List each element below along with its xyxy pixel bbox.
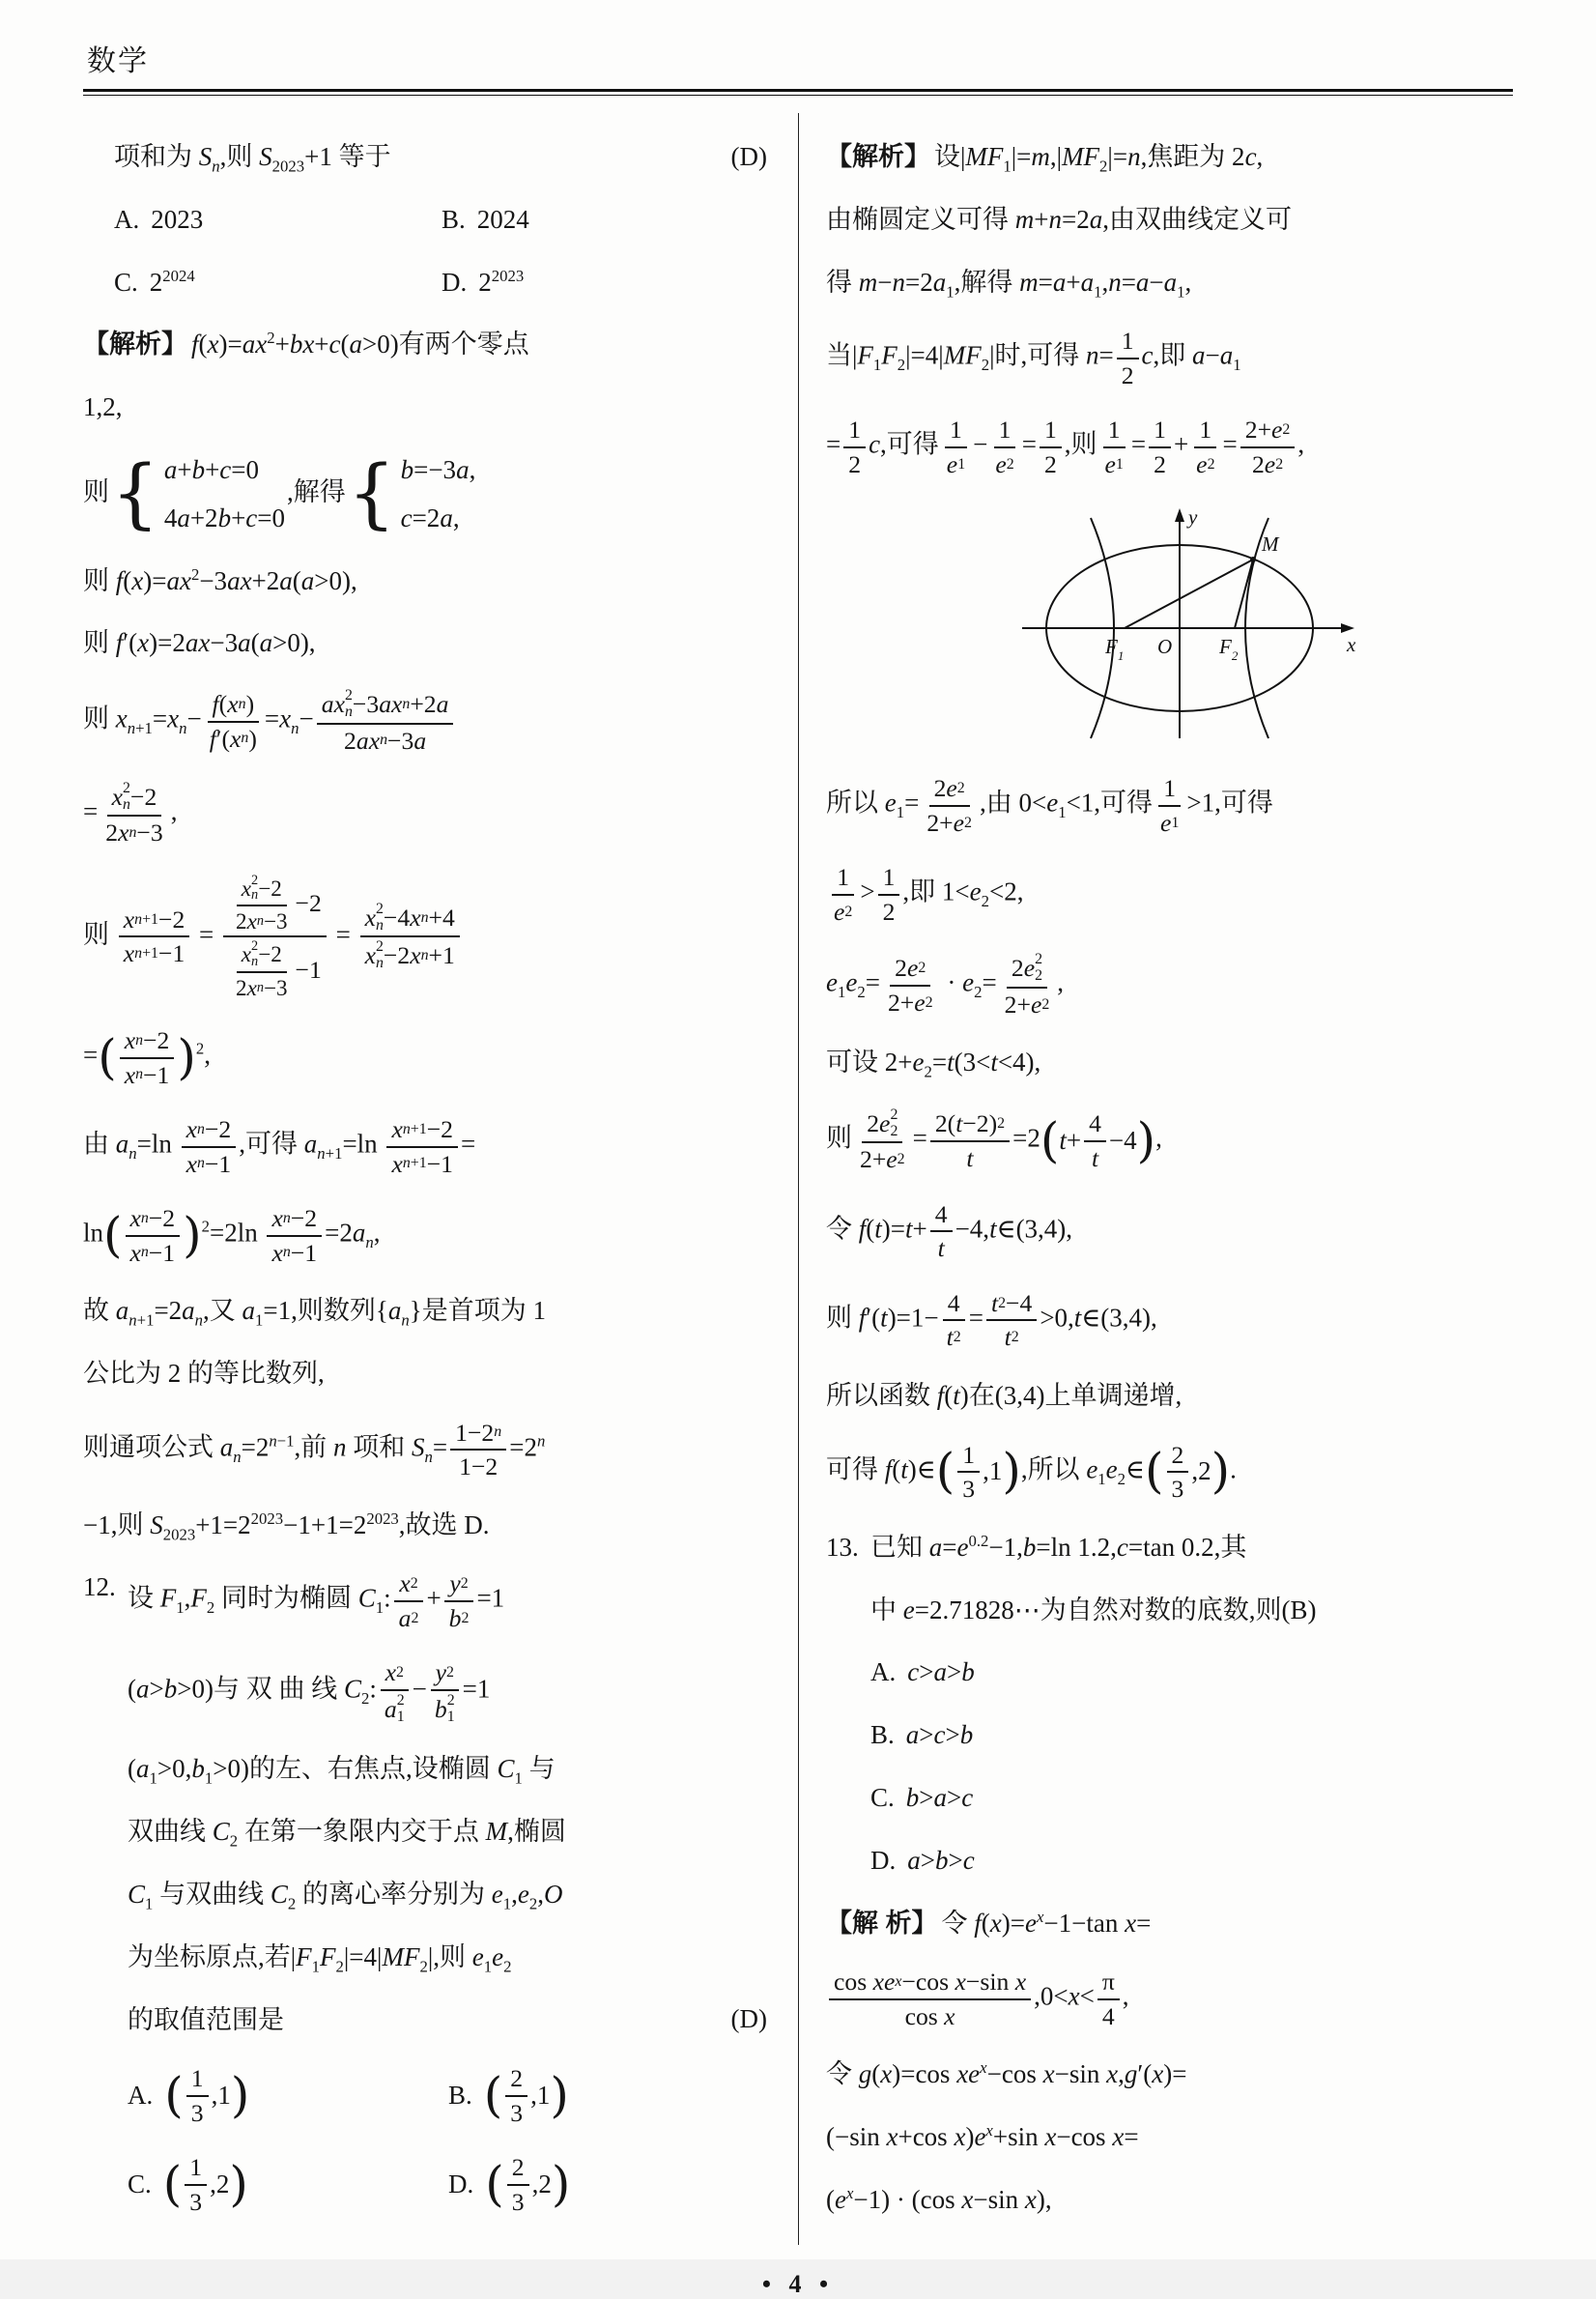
solution-line: 项和为 $S_n$,则 $S_{2023}+1$ 等于 (D): [83, 139, 769, 176]
fraction: x 2 n −4x n +4 x 2 n −2x n +1: [360, 902, 460, 972]
fraction: 1 e 1: [946, 416, 966, 478]
option-label: B.: [870, 1720, 895, 1750]
options-row: [83, 202, 769, 239]
fraction: 1−2 n 1−2: [450, 1419, 506, 1481]
option-label: A.: [114, 204, 140, 234]
solution-line: 【解 析】 令 $f(x)=e^x-1-\tan$ x=: [826, 1907, 1152, 1938]
option-label: C.: [114, 267, 138, 297]
fraction: 1 e 2: [1196, 416, 1215, 478]
answer-option: C. ( 1 3 ,2 ): [128, 2153, 248, 2216]
options-row: [826, 1780, 1513, 1817]
solution-line: $e_1e_2=$ 2e 2 2+e 2 · $e_2=$ 2e 2 2 2+e 2 ,: [826, 951, 1065, 1019]
solution-line: 1,2,: [83, 392, 123, 422]
fraction: x 2 n −2 2x n −3: [236, 938, 288, 1000]
label-M: M: [1261, 532, 1278, 557]
analysis-tag: 【解析】: [83, 330, 187, 359]
label-y: y: [1187, 505, 1197, 530]
solution-line: 则 $x_{n+1}=x_n-$ f(x n ) f′(x n ) $=x_n-$ ax 2 n −3ax n +2a 2ax n −3a: [83, 688, 769, 755]
answer-option: B. ( 2 3 ,1 ): [448, 2064, 569, 2127]
fraction: cos xe x −cos x−sin x cos x: [829, 1968, 1031, 2030]
fraction: t 2 −4 t 2: [986, 1289, 1037, 1352]
solution-line: 故 $a_{n+1}=2a_n$,又 $a_1=1$,则数列$\{a_n\}$是首项为 1: [83, 1296, 546, 1330]
fraction: x n −2 x n −1: [120, 1026, 175, 1089]
fraction: 2 3: [507, 2153, 529, 2216]
answer-option: C. b>a>c: [870, 1780, 973, 1817]
question-number: 12.: [83, 1572, 116, 1602]
solution-line: 由椭圆定义可得 m+n=2a,由双曲线定义可: [826, 204, 1292, 234]
solution-line: 当$|F_1F_2|=4|MF_2|$时,可得 n= $\frac{1}{2}$ c,即 $a-a_1$: [826, 327, 1241, 389]
options-row: [83, 2153, 769, 2216]
solution-line: 为坐标原点,若$|F_1F_2|=4|MF_2|$,则 $e_1e_2$: [128, 1941, 512, 1976]
ellipse-hyperbola-diagram: [1001, 504, 1368, 748]
fraction: 2e 2 2+e 2: [926, 774, 972, 837]
label-F1: $F_1$: [1104, 635, 1124, 664]
solution-line: 则 f′(x)=2ax−3a(a>0),: [83, 628, 316, 658]
solution-line: 可得 f(t)∈ ( 1 3 ,1 ) ,所以 $e_1e_2\in$ ( 2 3 ,2 ) .: [826, 1440, 1237, 1504]
options-row: [826, 1654, 1513, 1691]
solution-line: cos xe x −cos x−sin x cos x ,0<x< $\frac{\pi}{4}$ ,: [826, 1968, 1513, 2030]
solution-line: 【解析】 设$|MF_1|=m,|MF_2|=n$,焦距为 2c,: [826, 142, 1264, 176]
fraction: $\frac{4}{t}$: [1084, 1109, 1106, 1172]
right-column: [798, 113, 1513, 2245]
solution-line: (a>b>0)与 双 曲 线 $C_2$: x 2 a 2 1 − y 2 b 2 1 =1: [128, 1658, 491, 1725]
solution-line: 由 $a_n=\ln$ x n −2 x n −1 ,可得 $a_{n+1}=\ln$ x n+1 −2 x n+1 −1 =: [83, 1115, 476, 1178]
option-label: C.: [128, 2169, 152, 2198]
two-column-layout: [83, 113, 1513, 2245]
options-row: [826, 1843, 1513, 1880]
conic-figure: [855, 504, 1513, 748]
fraction: $\frac{1}{2}$: [878, 863, 900, 926]
left-column: [83, 113, 798, 2245]
fraction: x 2 n −2 2x n −3: [105, 780, 163, 848]
label-x: x: [1346, 633, 1355, 657]
fraction: 1 3: [185, 2153, 207, 2216]
fraction: x n+1 −2 x n+1 −1: [119, 905, 190, 968]
fraction: $\frac{1}{2}$: [843, 416, 866, 478]
solution-line: −1,则 $S_{2023}+1=2^{2023}-1+1=2^{2023}$,故选 D.: [83, 1509, 490, 1544]
solution-line: 则通项公式 $a_n=2^{n-1}$,前 n 项和 $S_n=$ 1−2 n 1−2 $=2^n$: [83, 1418, 546, 1481]
fraction: 1 e 2: [995, 416, 1014, 478]
solution-line: (−sin x+cos $x)e^x+\sin$ x−cos x=: [826, 2121, 1139, 2152]
question-item: 13. 已知 $a=e^{0.2}-1,b=\ln$ 1.2,c=tan 0.2,其: [826, 1530, 1513, 1566]
fraction: f(x n ) f′(x n ): [205, 690, 262, 753]
answer-option: A. 2023: [114, 202, 442, 239]
answer-option: D. ( 2 3 ,2 ): [448, 2153, 571, 2216]
segment-F2-M: [1235, 560, 1253, 628]
fraction: 2e 2 2 2+e 2: [860, 1106, 905, 1174]
answer-option: B. 2024: [442, 202, 769, 239]
options-row: [826, 1717, 1513, 1754]
fraction: x 2 n −2 2x n −3 −2 x 2 n −2 2x n −3 −1: [223, 874, 327, 1000]
question-item: 12. 设 $F_1,F_2$ 同时为椭圆 $C_1$: x 2 a 2 + y 2 b 2 =1: [83, 1569, 505, 1632]
fraction: x n+1 −2 x n+1 −1: [386, 1115, 458, 1178]
fraction: 1 e 1: [1104, 416, 1124, 478]
solution-line: 则 { a+b+c=0 4a+2b+c=0 ,解得 { b=−3a, c=2a,: [83, 449, 476, 538]
fraction: 1 e 1: [1160, 774, 1180, 837]
label-O: O: [1156, 635, 1172, 659]
solution-line: = ( x n −2 x n −1 ) $^2$,: [83, 1026, 211, 1089]
solution-line: 所以函数 f(t)在(3,4)上单调递增,: [826, 1380, 1183, 1410]
option-label: A.: [128, 2080, 154, 2110]
solution-line: $(e^x-1) \cdot (\cos$ x−sin x),: [826, 2183, 1052, 2214]
y-axis-arrow: [1175, 508, 1184, 522]
solution-line: 则 f′(t)=1− 4 t 2 = t 2 −4 t 2 >0,t∈(3,4),: [826, 1288, 1157, 1352]
fraction: $\frac{1}{2}$: [1117, 327, 1139, 389]
answer-mark: (D): [730, 141, 767, 171]
options-row: [83, 2064, 769, 2127]
solution-line: 所以 $e_1=$ 2e 2 2+e 2 ,由 $0<e_1<1$,可得 1 e 1 >1,可得: [826, 774, 1273, 837]
solution-line: 双曲线 $C_2$ 在第一象限内交于点 M,椭圆: [128, 1817, 566, 1851]
x-axis-arrow: [1341, 623, 1354, 633]
fraction: 2+e 2 2e 2: [1240, 416, 1296, 478]
solution-line: = x 2 n −2 2x n −3 ,: [83, 780, 178, 848]
fraction: x n −2 x n −1: [182, 1115, 237, 1178]
fraction: $\frac{4}{t}$: [930, 1200, 953, 1263]
point-M-dot: [1250, 557, 1256, 562]
fraction: 1 3: [186, 2064, 209, 2127]
solution-line: $(a_1>0,b_1>0)$的左、右焦点,设椭圆 $C_1$ 与: [128, 1754, 556, 1788]
fraction: x n −2 x n −1: [126, 1204, 181, 1267]
solution-line: 公比为 2 的等比数列,: [83, 1358, 325, 1388]
option-label: D.: [870, 1845, 897, 1875]
page-header-title: 数学: [87, 45, 149, 77]
option-label: B.: [442, 204, 466, 234]
solution-line: 则 $f(x)=ax^2-3ax+2a(a>0)$,: [83, 564, 357, 595]
option-label: A.: [870, 1657, 897, 1687]
solution-line: 【解析】 $f(x)=ax^2+bx+c(a>0)$有两个零点: [83, 329, 529, 359]
solution-line: 令 g(x)=cos $xe^x-\cos$ x−sin x,g′(x)=: [826, 2058, 1187, 2089]
solution-line: $C_1$ 与双曲线 $C_2$ 的离心率分别为 $e_1,e_2,O$: [128, 1879, 563, 1913]
analysis-tag: 【解 析】: [826, 1908, 938, 1938]
fraction: ax 2 n −3ax n +2a 2ax n −3a: [317, 688, 454, 755]
solution-line: = $\frac{1}{2}$ c,可得 1 e 1 − 1 e 2 = $\frac{1}{2}$ ,则 1 e 1 = $\frac{1}{2}$ + 1 e 2 = 2+e 2 2e 2 ,: [826, 416, 1305, 478]
fraction: 4 t 2: [942, 1289, 966, 1352]
fraction: x 2 n −2 2x n −3: [236, 872, 288, 934]
answer-mark: (D): [730, 2004, 767, 2034]
fraction: x 2 a 2 1: [380, 1658, 410, 1725]
fraction: 1 e 2: [834, 863, 853, 926]
page-number: • 4 •: [761, 2269, 835, 2298]
fraction: 2(t−2) 2 t: [930, 1109, 1010, 1172]
fraction: 2 3: [505, 2064, 527, 2127]
fraction: 2e 2 2 2+e 2: [1004, 951, 1050, 1019]
answer-option: D. $2^{2023}$: [442, 265, 769, 302]
answer-option: B. a>c>b: [870, 1717, 973, 1754]
option-label: D.: [442, 267, 468, 297]
solution-line: 1 e 2 > $\frac{1}{2}$ ,即 $1<e_2<2$,: [826, 863, 1513, 926]
option-label: D.: [448, 2169, 474, 2198]
fraction: $\frac{1}{2}$: [1040, 416, 1062, 478]
analysis-tag: 【解析】: [826, 142, 930, 171]
fraction: $\frac{\pi}{4}$: [1097, 1968, 1120, 2030]
fraction: x n −2 x n −1: [267, 1204, 322, 1267]
segment-F1-M: [1125, 560, 1253, 628]
answer-option: D. a>b>c: [870, 1843, 975, 1880]
fraction: y 2 b 2: [444, 1569, 474, 1632]
answer-option: C. $2^{2024}$: [114, 265, 442, 302]
answer-option: A. ( 1 3 ,1 ): [128, 2064, 250, 2127]
fraction: 2 3: [1167, 1441, 1189, 1504]
options-row: [83, 265, 769, 302]
option-label: C.: [870, 1782, 895, 1812]
question-number: 13.: [826, 1532, 859, 1562]
solution-line: 中 e=2.71828⋯为自然对数的底数,则(B): [870, 1595, 1317, 1624]
header-rule: [83, 89, 1513, 96]
fraction: 1 3: [957, 1441, 980, 1504]
solution-line: 得 $m-n=2a_1$,解得 $m=a+a_1,n=a-a_1$,: [826, 267, 1192, 301]
fraction: x 2 a 2: [394, 1569, 424, 1632]
fraction: 2e 2 2+e 2: [887, 954, 933, 1017]
option-label: B.: [448, 2080, 472, 2110]
solution-line: 的取值范围是 (D): [83, 2002, 769, 2039]
solution-line: 令 f(t)=t+ $\frac{4}{t}$ −4,t∈(3,4),: [826, 1199, 1073, 1263]
solution-line: 则 2e 2 2 2+e 2 = 2(t−2) 2 t =2 ( t+ $\frac{4}{t}$ −4 ) ,: [826, 1106, 1162, 1174]
solution-line: 可设 $2+e_2=t(3<t<4)$,: [826, 1048, 1041, 1081]
solution-line: ln ( x n −2 x n −1 ) $^2$=2ln x n −2 x n −1 $=2a_n$,: [83, 1204, 381, 1267]
answer-option: A. c>a>b: [870, 1654, 975, 1691]
solution-line: 则 x n+1 −2 x n+1 −1 = x 2 n −2 2x n −3 −2 x 2 n −2 2x n −3 −1 = x 2 n −4x n +4 x 2 n −2x n +1: [83, 874, 769, 1000]
label-F2: $F_2$: [1218, 635, 1238, 664]
fraction: y 2 b 2 1: [430, 1658, 460, 1725]
fraction: $\frac{1}{2}$: [1149, 416, 1171, 478]
